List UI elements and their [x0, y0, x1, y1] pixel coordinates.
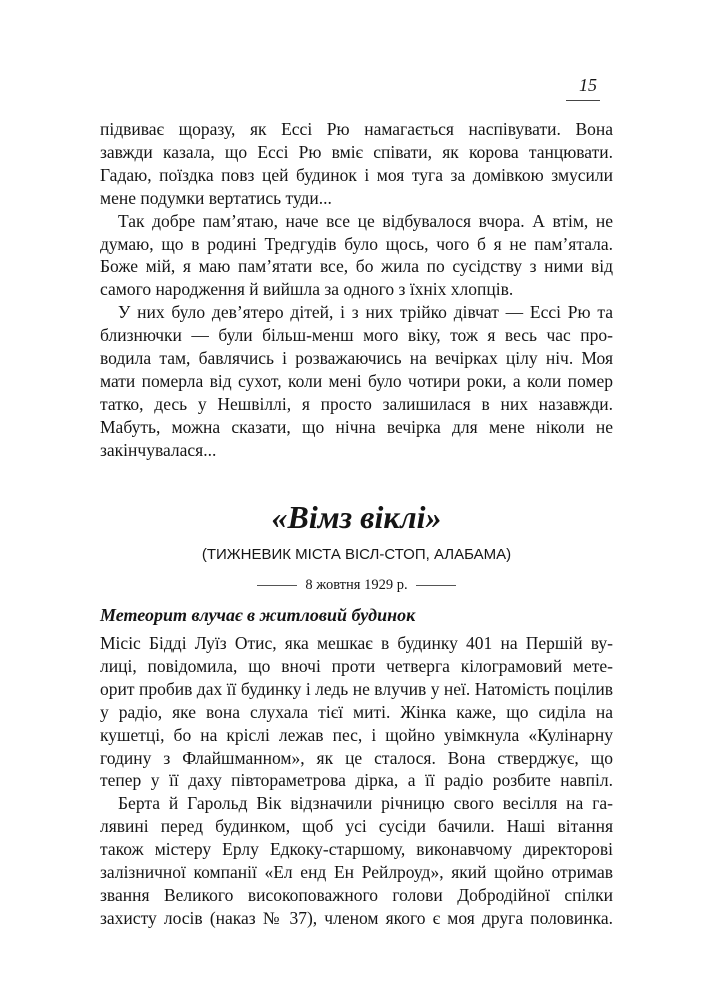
date-rule-right [416, 585, 456, 586]
text-line: годину з Флайшманном», як це сталося. Вона стверджує, що [100, 747, 613, 768]
text-line: мати померла від сухот, коли мені було чотири роки, а коли помер [100, 370, 613, 391]
paragraph [100, 792, 613, 929]
text-line: татко, десь у Нешвіллі, я просто залишилася в них назавжди. [100, 393, 613, 414]
text-line: У них було дев’ятеро дітей, і з них трійко дівчат — Ессі Рю та [118, 302, 613, 323]
text-line: завжди казала, що Ессі Рю вміє співати, як корова танцювати. [100, 141, 613, 162]
text-line: також містеру Ерлу Едкоку-старшому, виконавчому директорові [100, 839, 613, 860]
text-line: близнючки — були більш-менш мого віку, тож я весь час про- [100, 325, 613, 346]
text-line: лявині перед будинком, щоб усі сусіди бачили. Наші вітання [100, 816, 613, 837]
text-line: кушетці, бо на кріслі лежав пес, і щойно увімкнула «Кулінарну [100, 724, 613, 745]
text-line: захисту лосів (наказ № 37), членом якого є моя друга половинка. [100, 907, 613, 928]
date-rule-left [257, 585, 297, 586]
issue-date: 8 жовтня 1929 р. [305, 577, 408, 593]
text-line: Боже мій, я маю пам’ятати все, бо жила по сусідству з ними від [100, 256, 613, 277]
text-line: Берта й Гарольд Вік відзначили річницю свого весілля на га- [118, 793, 613, 814]
page-number: 15 [566, 74, 600, 101]
text-line: підвиває щоразу, як Ессі Рю намагається наспівувати. Вона [100, 119, 613, 139]
article-headline: Метеорит влучає в житловий будинок [100, 605, 416, 625]
narrative-text [100, 118, 613, 462]
newspaper-title: «Вімз віклі» [271, 499, 442, 535]
text-line: мене подумки вертатись туди... [100, 187, 332, 208]
text-line: у радіо, яке вона слухала тієї миті. Жінка каже, що сиділа на [100, 701, 613, 722]
paragraph [100, 118, 613, 210]
text-line: лиці, повідомила, що вночі проти четверга кілограмовий мете- [100, 655, 613, 676]
text-line: Місіс Бідді Луїз Отис, яка мешкає в будинку 401 на Першій ву- [100, 633, 613, 653]
text-line: тепер у її даху півтораметрова дірка, а її радіо розбите навпіл. [100, 770, 613, 791]
text-line: залізничної компанії «Ел енд Ен Рейлроуд», який щойно отримав [100, 862, 613, 883]
text-line: думаю, що в родині Тредгудів було щось, чого б я не пам’ятала. [100, 233, 613, 254]
paragraph [100, 301, 613, 461]
text-line: орит пробив дах її будинку і ледь не влучив у неї. Натомість поцілив [100, 678, 613, 699]
issue-date-line [100, 575, 613, 595]
article-body [100, 632, 613, 930]
text-line: Мабуть, можна сказати, що нічна вечірка для мене ніколи не [100, 416, 613, 437]
text-line: Гадаю, поїздка повз цей будинок і моя туга за домівкою змусили [100, 164, 613, 185]
text-line: Так добре пам’ятаю, наче все це відбувалося вчора. А втім, не [118, 210, 613, 231]
newspaper-subtitle: (ТИЖНЕВИК МІСТА ВІСЛ-СТОП, АЛАБАМА) [201, 546, 512, 563]
text-line: самого народження й вийшла за одного з їхніх хлопців. [100, 279, 514, 300]
paragraph [100, 210, 613, 302]
text-line: водила там, бавлячись і розважаючись на вечірках цілу ніч. Моя [100, 348, 613, 369]
text-line: закінчувалася... [100, 439, 217, 460]
text-line: звання Великого високоповажного голови Добродійної спілки [100, 884, 613, 905]
paragraph [100, 632, 613, 792]
